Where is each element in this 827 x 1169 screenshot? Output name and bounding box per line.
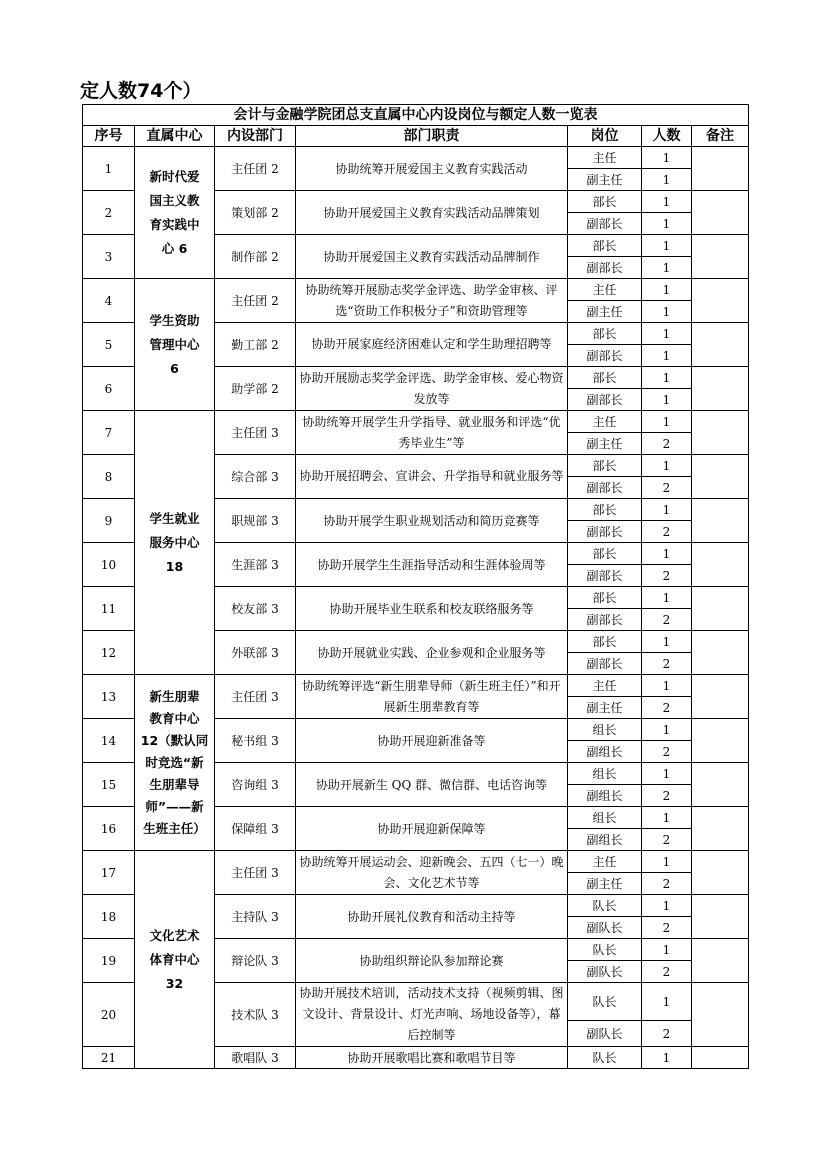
post-count: 2	[642, 873, 692, 895]
row-number: 4	[83, 279, 135, 323]
remark-cell	[692, 1047, 749, 1069]
post-title: 副部长	[568, 345, 642, 367]
post-title: 部长	[568, 235, 642, 257]
post-count: 2	[642, 433, 692, 455]
post-title: 部长	[568, 191, 642, 213]
row-number: 3	[83, 235, 135, 279]
department-duty: 协助统筹开展学生升学指导、就业服务和评选“优秀毕业生”等	[296, 411, 568, 455]
remark-cell	[692, 983, 749, 1047]
center-name-line: 生班主任）	[143, 820, 206, 836]
header-center: 直属中心	[135, 126, 215, 147]
center-name-line: 服务中心	[149, 534, 200, 550]
center-name-line: 新时代爱	[149, 168, 200, 184]
center-name	[135, 851, 215, 1069]
department-duty: 协助统筹开展爱国主义教育实践活动	[296, 147, 568, 191]
post-title: 主任	[568, 675, 642, 697]
department-name: 技术队 3	[215, 983, 296, 1047]
post-title: 部长	[568, 631, 642, 653]
row-number: 16	[83, 807, 135, 851]
center-name-line: 6	[170, 360, 179, 376]
center-name	[135, 147, 215, 279]
post-count: 2	[642, 741, 692, 763]
row-number: 8	[83, 455, 135, 499]
department-name: 职规部 3	[215, 499, 296, 543]
post-title: 副主任	[568, 301, 642, 323]
post-count: 1	[642, 345, 692, 367]
department-duty: 协助开展技术培训，活动技术支持（视频剪辑、图文设计、背景设计、灯光声响、场地设备等），幕后控制等	[296, 983, 568, 1047]
post-title: 副主任	[568, 697, 642, 719]
center-name-line: 师”——新	[145, 798, 204, 814]
row-number: 11	[83, 587, 135, 631]
department-name: 制作部 2	[215, 235, 296, 279]
center-name-line: 管理中心	[149, 336, 200, 352]
post-title: 组长	[568, 719, 642, 741]
row-number: 5	[83, 323, 135, 367]
post-count: 1	[642, 213, 692, 235]
post-title: 副部长	[568, 257, 642, 279]
post-count: 1	[642, 1047, 692, 1069]
post-count: 1	[642, 411, 692, 433]
table-body	[83, 105, 749, 1069]
center-name	[135, 279, 215, 411]
row-number: 21	[83, 1047, 135, 1069]
staff-quota-table	[82, 104, 749, 1069]
post-title: 主任	[568, 279, 642, 301]
department-duty: 协助开展爱国主义教育实践活动品牌策划	[296, 191, 568, 235]
department-duty: 协助统筹开展运动会、迎新晚会、五四（七一）晚会、文化艺术节等	[296, 851, 568, 895]
post-count: 1	[642, 499, 692, 521]
department-duty: 协助开展迎新保障等	[296, 807, 568, 851]
post-title: 队长	[568, 895, 642, 917]
post-title: 副组长	[568, 741, 642, 763]
post-count: 1	[642, 983, 692, 1021]
post-count: 1	[642, 389, 692, 411]
post-count: 1	[642, 719, 692, 741]
center-name-line: 育实践中	[149, 216, 200, 232]
post-title: 队长	[568, 1047, 642, 1069]
post-title: 副部长	[568, 477, 642, 499]
remark-cell	[692, 543, 749, 587]
header-count: 人数	[642, 126, 692, 147]
post-title: 副队长	[568, 961, 642, 983]
header-department: 内设部门	[215, 126, 296, 147]
center-name	[135, 675, 215, 851]
post-title: 部长	[568, 499, 642, 521]
department-duty: 协助开展礼仪教育和活动主持等	[296, 895, 568, 939]
row-number: 7	[83, 411, 135, 455]
row-number: 20	[83, 983, 135, 1047]
post-title: 副主任	[568, 433, 642, 455]
header-no: 序号	[83, 126, 135, 147]
header-post: 岗位	[568, 126, 642, 147]
center-name-line: 18	[165, 558, 184, 574]
post-title: 队长	[568, 983, 642, 1021]
department-name: 咨询组 3	[215, 763, 296, 807]
post-count: 2	[642, 565, 692, 587]
remark-cell	[692, 147, 749, 191]
post-title: 部长	[568, 587, 642, 609]
department-name: 主任团 3	[215, 675, 296, 719]
department-name: 主任团 3	[215, 851, 296, 895]
center-name-line: 心 6	[161, 240, 188, 256]
department-duty: 协助开展爱国主义教育实践活动品牌制作	[296, 235, 568, 279]
center-name-line: 时竞选“新	[145, 754, 204, 770]
remark-cell	[692, 323, 749, 367]
remark-cell	[692, 367, 749, 411]
post-count: 2	[642, 961, 692, 983]
row-number: 12	[83, 631, 135, 675]
post-count: 1	[642, 455, 692, 477]
post-count: 2	[642, 477, 692, 499]
row-number: 15	[83, 763, 135, 807]
center-name-line: 学生就业	[149, 510, 200, 526]
remark-cell	[692, 631, 749, 675]
department-name: 综合部 3	[215, 455, 296, 499]
department-duty: 协助统筹开展励志奖学金评选、助学金审核、评选“资助工作积极分子”和资助管理等	[296, 279, 568, 323]
remark-cell	[692, 939, 749, 983]
row-number: 14	[83, 719, 135, 763]
remark-cell	[692, 235, 749, 279]
remark-cell	[692, 895, 749, 939]
department-duty: 协助统筹评选“新生朋辈导师（新生班主任）”和开展新生朋辈教育等	[296, 675, 568, 719]
post-title: 副队长	[568, 917, 642, 939]
department-duty: 协助开展迎新准备等	[296, 719, 568, 763]
department-name: 勤工部 2	[215, 323, 296, 367]
post-title: 部长	[568, 455, 642, 477]
post-title: 队长	[568, 939, 642, 961]
post-title: 主任	[568, 147, 642, 169]
row-number: 2	[83, 191, 135, 235]
title-row	[83, 105, 749, 126]
department-name: 歌唱队 3	[215, 1047, 296, 1069]
table-row	[83, 675, 749, 697]
post-title: 副队长	[568, 1021, 642, 1047]
center-name-line: 国主义教	[149, 192, 200, 208]
table-row	[83, 279, 749, 301]
table-title: 会计与金融学院团总支直属中心内设岗位与额定人数一览表	[83, 105, 749, 126]
remark-cell	[692, 499, 749, 543]
post-title: 副部长	[568, 609, 642, 631]
post-count: 1	[642, 675, 692, 697]
post-title: 主任	[568, 411, 642, 433]
department-duty: 协助开展招聘会、宣讲会、升学指导和就业服务等	[296, 455, 568, 499]
row-number: 17	[83, 851, 135, 895]
header-remark: 备注	[692, 126, 749, 147]
department-name: 助学部 2	[215, 367, 296, 411]
post-count: 1	[642, 279, 692, 301]
post-title: 组长	[568, 807, 642, 829]
post-count: 1	[642, 147, 692, 169]
post-count: 1	[642, 191, 692, 213]
post-count: 2	[642, 697, 692, 719]
center-name-line: 文化艺术	[149, 927, 200, 943]
post-count: 2	[642, 917, 692, 939]
remark-cell	[692, 455, 749, 499]
row-number: 18	[83, 895, 135, 939]
post-count: 1	[642, 301, 692, 323]
department-name: 秘书组 3	[215, 719, 296, 763]
department-name: 主持队 3	[215, 895, 296, 939]
department-name: 保障组 3	[215, 807, 296, 851]
row-number: 13	[83, 675, 135, 719]
header-row	[83, 126, 749, 147]
center-name-line: 生朋辈导	[149, 776, 200, 792]
department-name: 主任团 2	[215, 279, 296, 323]
post-title: 副组长	[568, 829, 642, 851]
post-count: 1	[642, 587, 692, 609]
department-duty: 协助开展家庭经济困难认定和学生助理招聘等	[296, 323, 568, 367]
post-count: 1	[642, 323, 692, 345]
department-name: 生涯部 3	[215, 543, 296, 587]
post-title: 部长	[568, 367, 642, 389]
remark-cell	[692, 279, 749, 323]
department-name: 主任团 2	[215, 147, 296, 191]
post-count: 1	[642, 939, 692, 961]
post-count: 2	[642, 785, 692, 807]
header-duty: 部门职责	[296, 126, 568, 147]
post-title: 副部长	[568, 653, 642, 675]
department-duty: 协助开展毕业生联系和校友联络服务等	[296, 587, 568, 631]
post-count: 1	[642, 851, 692, 873]
department-duty: 协助开展新生 QQ 群、微信群、电话咨询等	[296, 763, 568, 807]
row-number: 10	[83, 543, 135, 587]
remark-cell	[692, 851, 749, 895]
center-name-line: 体育中心	[149, 951, 200, 967]
post-count: 2	[642, 609, 692, 631]
post-count: 1	[642, 257, 692, 279]
post-count: 1	[642, 807, 692, 829]
center-name-line: 新生朋辈	[149, 688, 200, 704]
post-count: 1	[642, 895, 692, 917]
department-name: 校友部 3	[215, 587, 296, 631]
center-name-line: 32	[165, 975, 184, 991]
row-number: 19	[83, 939, 135, 983]
department-name: 外联部 3	[215, 631, 296, 675]
department-duty: 协助开展励志奖学金评选、助学金审核、爱心物资发放等	[296, 367, 568, 411]
post-title: 主任	[568, 851, 642, 873]
page-heading: 定人数74个）	[80, 80, 202, 102]
remark-cell	[692, 719, 749, 763]
remark-cell	[692, 675, 749, 719]
department-duty: 协助开展就业实践、企业参观和企业服务等	[296, 631, 568, 675]
post-title: 副组长	[568, 785, 642, 807]
row-number: 1	[83, 147, 135, 191]
table-row	[83, 851, 749, 873]
department-duty: 协助组织辩论队参加辩论赛	[296, 939, 568, 983]
remark-cell	[692, 807, 749, 851]
department-name: 辩论队 3	[215, 939, 296, 983]
center-name-line: 12（默认同	[140, 732, 209, 748]
post-title: 副部长	[568, 521, 642, 543]
department-name: 主任团 3	[215, 411, 296, 455]
center-name-line: 教育中心	[149, 710, 200, 726]
post-count: 2	[642, 829, 692, 851]
department-name: 策划部 2	[215, 191, 296, 235]
center-name	[135, 411, 215, 675]
department-duty: 协助开展学生职业规划活动和简历竞赛等	[296, 499, 568, 543]
post-count: 1	[642, 235, 692, 257]
post-title: 副主任	[568, 169, 642, 191]
row-number: 6	[83, 367, 135, 411]
post-count: 1	[642, 169, 692, 191]
post-title: 组长	[568, 763, 642, 785]
department-duty: 协助开展学生生涯指导活动和生涯体验周等	[296, 543, 568, 587]
remark-cell	[692, 587, 749, 631]
remark-cell	[692, 763, 749, 807]
post-count: 2	[642, 1021, 692, 1047]
post-title: 副部长	[568, 389, 642, 411]
department-duty: 协助开展歌唱比赛和歌唱节目等	[296, 1047, 568, 1069]
post-title: 副部长	[568, 213, 642, 235]
table-row	[83, 147, 749, 169]
post-count: 1	[642, 763, 692, 785]
table-row	[83, 411, 749, 433]
row-number: 9	[83, 499, 135, 543]
post-title: 副主任	[568, 873, 642, 895]
post-count: 2	[642, 653, 692, 675]
post-count: 1	[642, 631, 692, 653]
remark-cell	[692, 191, 749, 235]
post-count: 1	[642, 367, 692, 389]
post-title: 副部长	[568, 565, 642, 587]
remark-cell	[692, 411, 749, 455]
post-title: 部长	[568, 323, 642, 345]
center-name-line: 学生资助	[149, 312, 200, 328]
post-count: 1	[642, 543, 692, 565]
post-count: 2	[642, 521, 692, 543]
post-title: 部长	[568, 543, 642, 565]
